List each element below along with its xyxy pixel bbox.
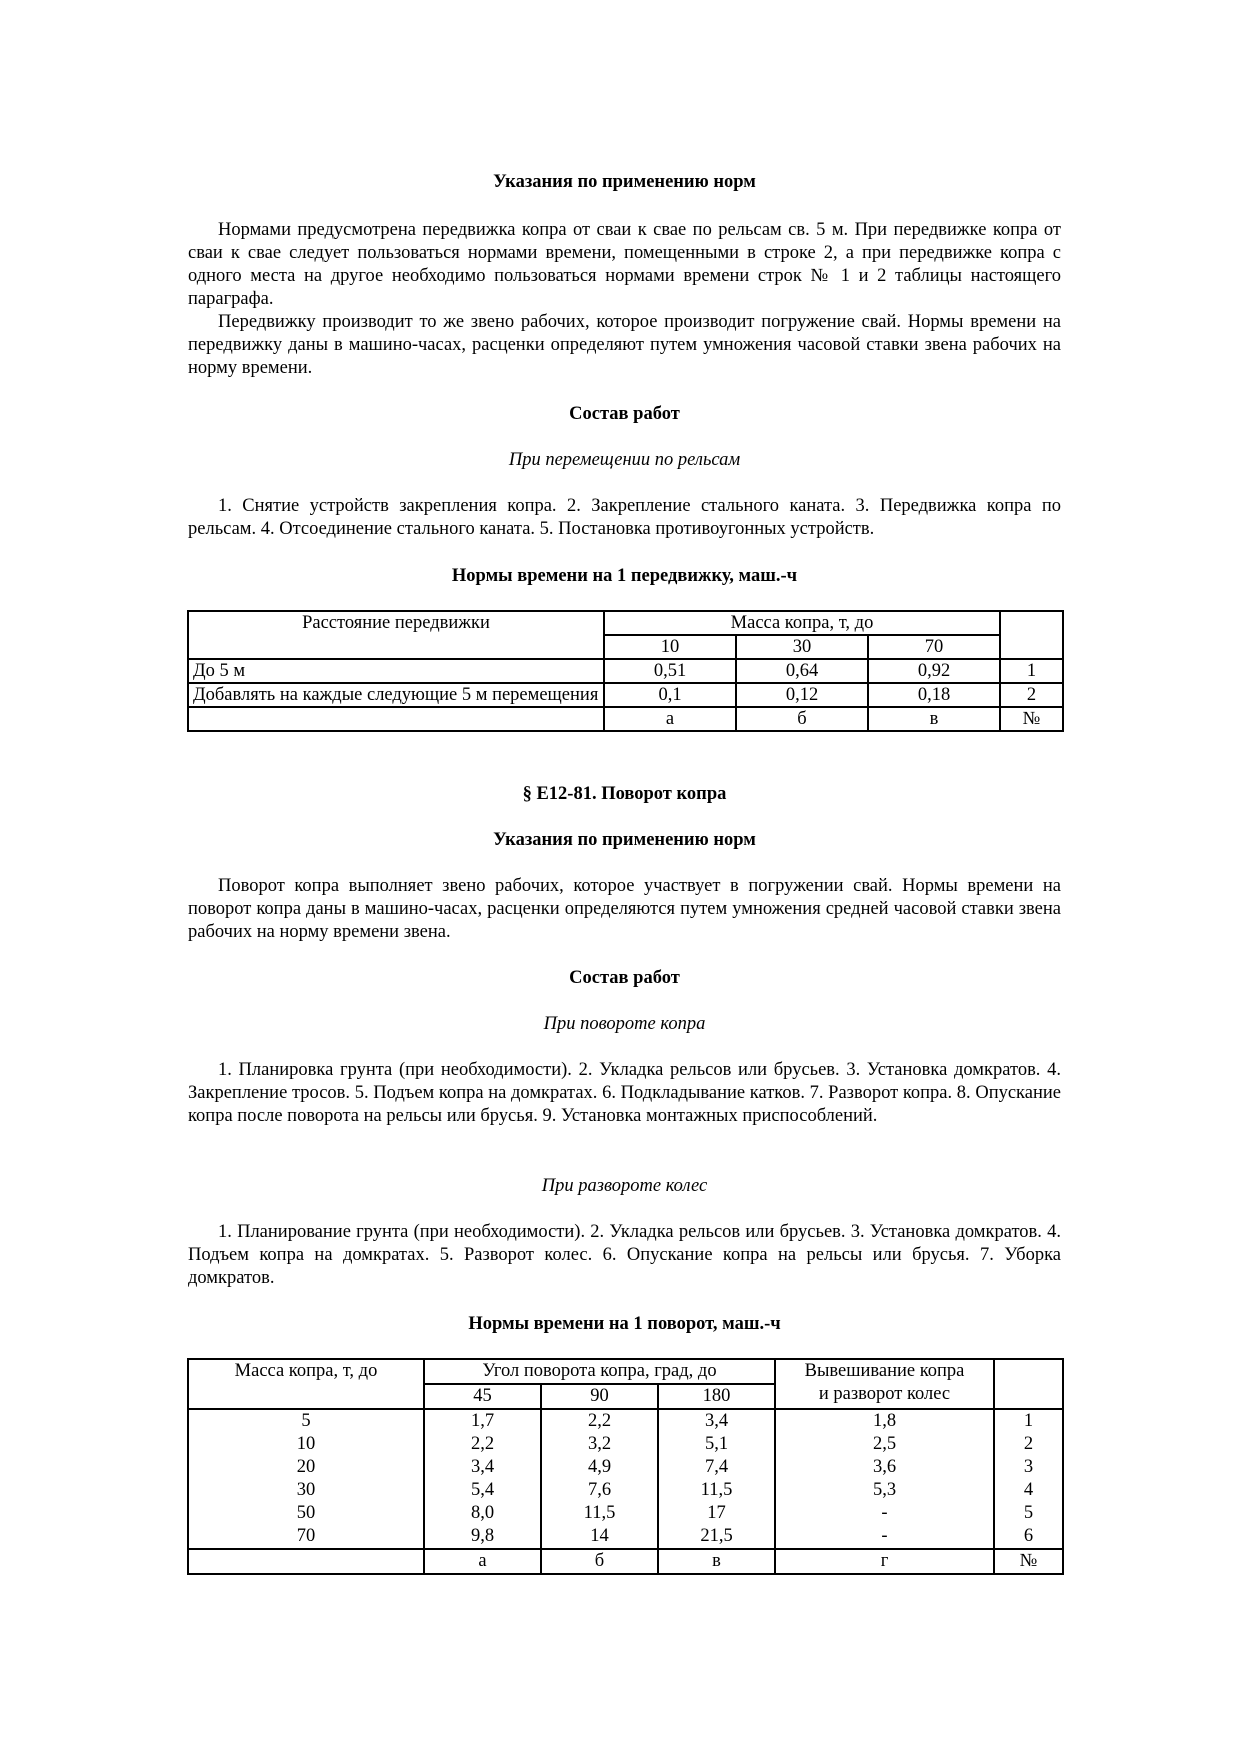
column-code: а	[604, 707, 736, 731]
table-cell: 2,5	[872, 1434, 897, 1454]
table-cell: -	[881, 1526, 888, 1546]
table-header-mass-70: 70	[868, 635, 1000, 659]
row-number: 4	[1023, 1480, 1034, 1500]
angle-45-column	[424, 1409, 541, 1549]
move-norms-table	[187, 610, 1064, 732]
table-cell: 70	[296, 1526, 316, 1546]
table-header-hang	[775, 1359, 994, 1409]
column-code: а	[424, 1549, 541, 1574]
work-list: 1. Планировка грунта (при необходимости). 2. Укладка рельсов или брусьев. 3. Установка домкратов. 4. Закрепление тросов. 5. Подъем копра на домкратах. 6. Подкладывание катков. 7. Разворот копра. 8. Опускание копра после поворота на рельсы или брусья. 9. Установка монтажных приспособлений.	[188, 1060, 1061, 1126]
row-number: 2	[1023, 1434, 1034, 1454]
table-cell: 7,4	[704, 1457, 729, 1477]
table-header-distance: Расстояние передвижки	[188, 611, 604, 659]
table-cell: 2,2	[470, 1434, 495, 1454]
table-cell: 5,3	[872, 1480, 897, 1500]
work-heading: Состав работ	[569, 968, 680, 988]
table-cell: 3,4	[470, 1457, 495, 1477]
table-cell: 9,8	[470, 1526, 495, 1546]
table-cell: -	[881, 1503, 888, 1523]
table-cell: 11,5	[700, 1480, 733, 1500]
table-header-mass-10: 10	[604, 635, 736, 659]
section-title: § Е12-81. Поворот копра	[522, 784, 727, 804]
table-title: Нормы времени на 1 поворот, маш.-ч	[468, 1314, 781, 1334]
column-code: б	[541, 1549, 658, 1574]
section-heading: Указания по применению норм	[493, 172, 756, 192]
table-header-mass: Масса копра, т, до	[188, 1359, 424, 1409]
table-cell: 3,6	[872, 1457, 897, 1477]
table-cell: 21,5	[700, 1526, 733, 1546]
angle-90-column	[541, 1409, 658, 1549]
table-title: Нормы времени на 1 передвижку, маш.-ч	[451, 566, 798, 586]
table-cell: 1,8	[872, 1411, 897, 1431]
table-row	[188, 683, 1063, 707]
row-number: 2	[1000, 683, 1063, 707]
column-code: №	[1000, 707, 1063, 731]
column-code: в	[868, 707, 1000, 731]
section-heading: Указания по применению норм	[493, 830, 756, 850]
column-code: в	[658, 1549, 775, 1574]
table-cell	[188, 707, 604, 731]
table-cell: 5	[301, 1411, 311, 1431]
paragraph: Передвижку производит то же звено рабочих, которое производит погружение свай. Нормы времени на передвижку даны в машино-часах, расценки определяют путем умножения часовой ставки звена рабочих на норму времени.	[188, 312, 1061, 378]
table-header-empty	[1000, 611, 1063, 659]
table-cell: 0,18	[868, 683, 1000, 707]
hang-column	[775, 1409, 994, 1549]
table-header-angle-45: 45	[424, 1384, 541, 1409]
work-subheading: При повороте копра	[543, 1014, 706, 1034]
row-label: До 5 м	[188, 659, 604, 683]
paragraph: Нормами предусмотрена передвижка копра от сваи к свае по рельсам св. 5 м. При передвижке копра от сваи к свае следует пользоваться нормами времени, помещенными в строке 2, а при передвижке копра с одного места на другое необходимо пользоваться нормами времени строк № 1 и 2 таблицы настоящего параграфа.	[188, 220, 1061, 309]
table-cell: 0,64	[736, 659, 868, 683]
column-code: б	[736, 707, 868, 731]
table-header-angle-180: 180	[658, 1384, 775, 1409]
table-cell: 20	[296, 1457, 316, 1477]
table-cell: 10	[296, 1434, 316, 1454]
work-list: 1. Снятие устройств закрепления копра. 2. Закрепление стального каната. 3. Передвижка копра по рельсам. 4. Отсоединение стального каната. 5. Постановка противоугонных устройств.	[188, 496, 1061, 539]
table-footer-row	[188, 1549, 1063, 1574]
row-number: 3	[1023, 1457, 1034, 1477]
column-code: г	[775, 1549, 994, 1574]
work-list: 1. Планирование грунта (при необходимости). 2. Укладка рельсов или брусьев. 3. Установка домкратов. 4. Подъем копра на домкратах. 5. Разворот колес. 6. Опускание копра на рельсы или брусья. 7. Уборка домкратов.	[188, 1222, 1061, 1288]
table-header-mass: Масса копра, т, до	[604, 611, 1000, 635]
column-code: №	[994, 1549, 1063, 1574]
table-cell: 14	[590, 1526, 609, 1546]
table-body-row	[188, 1409, 1063, 1549]
work-heading: Состав работ	[569, 404, 680, 424]
table-cell: 7,6	[587, 1480, 612, 1500]
paragraph: Поворот копра выполняет звено рабочих, которое участвует в погружении свай. Нормы времени на поворот копра даны в машино-часах, расценки определяются путем умножения средней часовой ставки звена рабочих на норму времени звена.	[188, 876, 1061, 942]
table-cell: 3,2	[587, 1434, 612, 1454]
table-footer-row	[188, 707, 1063, 731]
row-number: 5	[1023, 1503, 1034, 1523]
row-number: 1	[1000, 659, 1063, 683]
table-cell: 17	[707, 1503, 726, 1523]
table-header-angle: Угол поворота копра, град, до	[424, 1359, 775, 1384]
table-cell	[188, 1549, 424, 1574]
table-cell: 0,1	[604, 683, 736, 707]
row-number: 6	[1023, 1526, 1034, 1546]
table-cell: 50	[296, 1503, 316, 1523]
table-cell: 0,12	[736, 683, 868, 707]
table-cell: 5,4	[470, 1480, 495, 1500]
table-cell: 8,0	[470, 1503, 495, 1523]
row-number: 1	[1023, 1411, 1034, 1431]
work-subheading: При перемещении по рельсам	[508, 450, 741, 470]
angle-180-column	[658, 1409, 775, 1549]
table-cell: 30	[296, 1480, 316, 1500]
mass-column	[188, 1409, 424, 1549]
table-row	[188, 659, 1063, 683]
table-cell: 4,9	[587, 1457, 612, 1477]
table-header-mass-30: 30	[736, 635, 868, 659]
turn-norms-table	[187, 1358, 1064, 1575]
table-cell: 3,4	[704, 1411, 729, 1431]
table-cell: 2,2	[587, 1411, 612, 1431]
table-header-empty	[994, 1359, 1063, 1409]
header-line: и разворот колес	[818, 1384, 951, 1404]
number-column	[994, 1409, 1063, 1549]
table-cell: 0,92	[868, 659, 1000, 683]
table-cell: 0,51	[604, 659, 736, 683]
table-cell: 1,7	[470, 1411, 495, 1431]
table-cell: 5,1	[704, 1434, 729, 1454]
work-subheading: При развороте колес	[541, 1176, 708, 1196]
header-line: Вывешивание копра	[804, 1361, 965, 1381]
table-header-angle-90: 90	[541, 1384, 658, 1409]
row-label: Добавлять на каждые следующие 5 м перемещения	[188, 683, 604, 707]
table-cell: 11,5	[583, 1503, 616, 1523]
